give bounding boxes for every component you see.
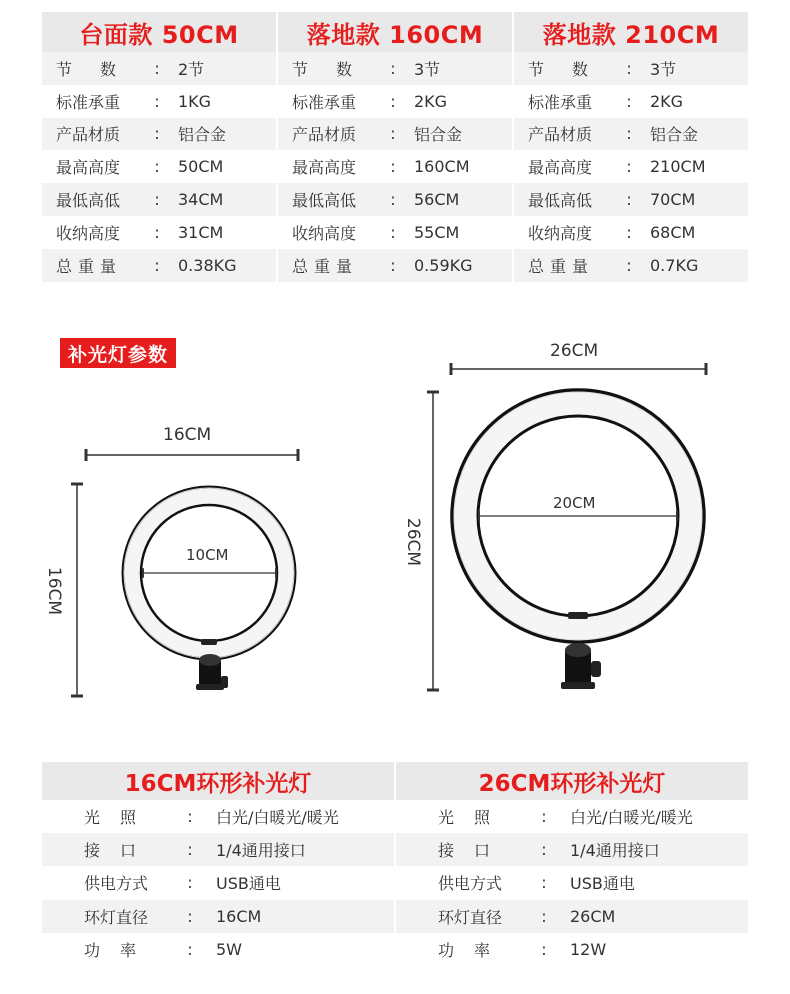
colon: : [154,124,160,144]
small-height-label: 16CM [44,566,65,616]
colon: : [154,58,160,78]
spec-value: 2KG [650,91,684,111]
spec-key: 节 数 [528,59,595,79]
spec-key: 最低高低 [528,191,593,211]
spec-row [514,150,748,183]
spec-key: 最高高度 [528,158,593,178]
spec-key: 最高高度 [292,158,357,178]
small-width-label: 16CM [163,425,212,445]
spec-value: 55CM [414,222,460,242]
spec-key: 总重量 [528,256,595,276]
colon: : [541,873,547,893]
light-column-26cm [396,762,748,966]
spec-value: 34CM [178,190,224,210]
colon: : [390,157,396,177]
colon: : [390,91,396,111]
colon: : [626,222,632,242]
spec-key: 接口 [84,841,157,861]
column-title: 26CM环形补光灯 [396,762,748,800]
spec-row [42,150,276,183]
spec-row [514,216,748,249]
spec-row [42,933,394,966]
spec-row [514,52,748,85]
colon: : [390,255,396,275]
small-inner-label: 10CM [186,546,229,564]
spec-value: 铝合金 [650,125,699,145]
spec-row [42,183,276,216]
colon: : [154,255,160,275]
spec-value: 0.38KG [178,255,237,275]
spec-row [42,52,276,85]
colon: : [626,91,632,111]
large-ring-light-icon [452,390,704,689]
spec-value: 68CM [650,222,696,242]
colon: : [390,190,396,210]
colon: : [187,840,193,860]
spec-key: 供电方式 [438,874,503,894]
spec-key: 光照 [84,808,157,828]
colon: : [187,906,193,926]
spec-value: 2KG [414,91,448,111]
spec-value: USB通电 [216,874,281,894]
spec-value: 210CM [650,157,706,177]
colon: : [626,190,632,210]
spec-key: 产品材质 [528,125,593,145]
spec-row [396,800,748,833]
stand-column-tabletop [42,12,276,282]
spec-row [396,933,748,966]
colon: : [187,939,193,959]
spec-value: 0.59KG [414,255,473,275]
spec-value: 26CM [570,906,616,926]
spec-key: 产品材质 [292,125,357,145]
spec-row [278,216,512,249]
spec-value: 铝合金 [414,125,463,145]
spec-key: 最高高度 [56,158,121,178]
spec-key: 节 数 [56,59,123,79]
spec-row [42,249,276,282]
spec-key: 标准承重 [56,92,121,112]
colon: : [626,58,632,78]
spec-row [514,118,748,151]
spec-key: 光照 [438,808,511,828]
spec-value: 31CM [178,222,224,242]
colon: : [541,906,547,926]
spec-row [278,150,512,183]
spec-row [278,183,512,216]
stand-spec-table [42,12,748,282]
column-title: 落地款 210CM [514,12,748,52]
spec-row [42,866,394,899]
small-ring-light-icon [123,487,295,690]
spec-value: 16CM [216,906,262,926]
spec-value: 3节 [650,59,677,79]
colon: : [390,222,396,242]
spec-key: 收纳高度 [292,223,357,243]
spec-value: 1/4通用接口 [570,841,660,861]
spec-value: 70CM [650,190,696,210]
spec-row [278,249,512,282]
spec-key: 收纳高度 [56,223,121,243]
column-title: 16CM环形补光灯 [42,762,394,800]
spec-row [278,118,512,151]
colon: : [154,91,160,111]
large-width-label: 26CM [550,341,599,361]
stand-column-floor-210 [514,12,748,282]
colon: : [541,807,547,827]
spec-key: 标准承重 [292,92,357,112]
spec-value: 1/4通用接口 [216,841,306,861]
spec-value: 白光/白暖光/暖光 [216,808,339,828]
column-title: 落地款 160CM [278,12,512,52]
spec-row [396,833,748,866]
spec-row [42,900,394,933]
spec-key: 总重量 [56,256,123,276]
ring-light-diagram [0,320,790,720]
spec-key: 功率 [84,940,157,960]
colon: : [541,840,547,860]
spec-key: 环灯直径 [84,907,149,927]
spec-key: 最低高低 [56,191,121,211]
column-title: 台面款 50CM [42,12,276,52]
spec-key: 功率 [438,940,511,960]
colon: : [187,873,193,893]
spec-row [514,85,748,118]
section-label: 补光灯参数 [60,338,176,368]
spec-value: 2节 [178,59,205,79]
colon: : [390,124,396,144]
spec-key: 最低高低 [292,191,357,211]
spec-row [514,249,748,282]
colon: : [390,58,396,78]
spec-key: 环灯直径 [438,907,503,927]
spec-row [42,833,394,866]
spec-value: 12W [570,939,607,959]
spec-value: 铝合金 [178,125,227,145]
colon: : [626,124,632,144]
spec-row [42,800,394,833]
spec-value: USB通电 [570,874,635,894]
colon: : [154,222,160,242]
spec-key: 收纳高度 [528,223,593,243]
colon: : [541,939,547,959]
spec-key: 产品材质 [56,125,121,145]
spec-row [278,52,512,85]
spec-value: 160CM [414,157,470,177]
spec-value: 5W [216,939,242,959]
spec-row [514,183,748,216]
colon: : [154,157,160,177]
ring-light-spec-table [42,762,748,966]
spec-key: 供电方式 [84,874,149,894]
spec-value: 3节 [414,59,441,79]
spec-key: 标准承重 [528,92,593,112]
spec-row [396,866,748,899]
spec-row [42,85,276,118]
spec-value: 1KG [178,91,212,111]
colon: : [187,807,193,827]
colon: : [154,190,160,210]
spec-row [278,85,512,118]
spec-row [42,118,276,151]
spec-value: 50CM [178,157,224,177]
large-height-label: 26CM [403,517,424,567]
large-inner-label: 20CM [553,494,596,512]
spec-key: 总重量 [292,256,359,276]
spec-row [42,216,276,249]
colon: : [626,157,632,177]
spec-value: 0.7KG [650,255,699,275]
light-column-16cm [42,762,394,966]
spec-value: 白光/白暖光/暖光 [570,808,693,828]
spec-row [396,900,748,933]
spec-key: 接口 [438,841,511,861]
spec-value: 56CM [414,190,460,210]
colon: : [626,255,632,275]
stand-column-floor-160 [278,12,512,282]
spec-key: 节 数 [292,59,359,79]
